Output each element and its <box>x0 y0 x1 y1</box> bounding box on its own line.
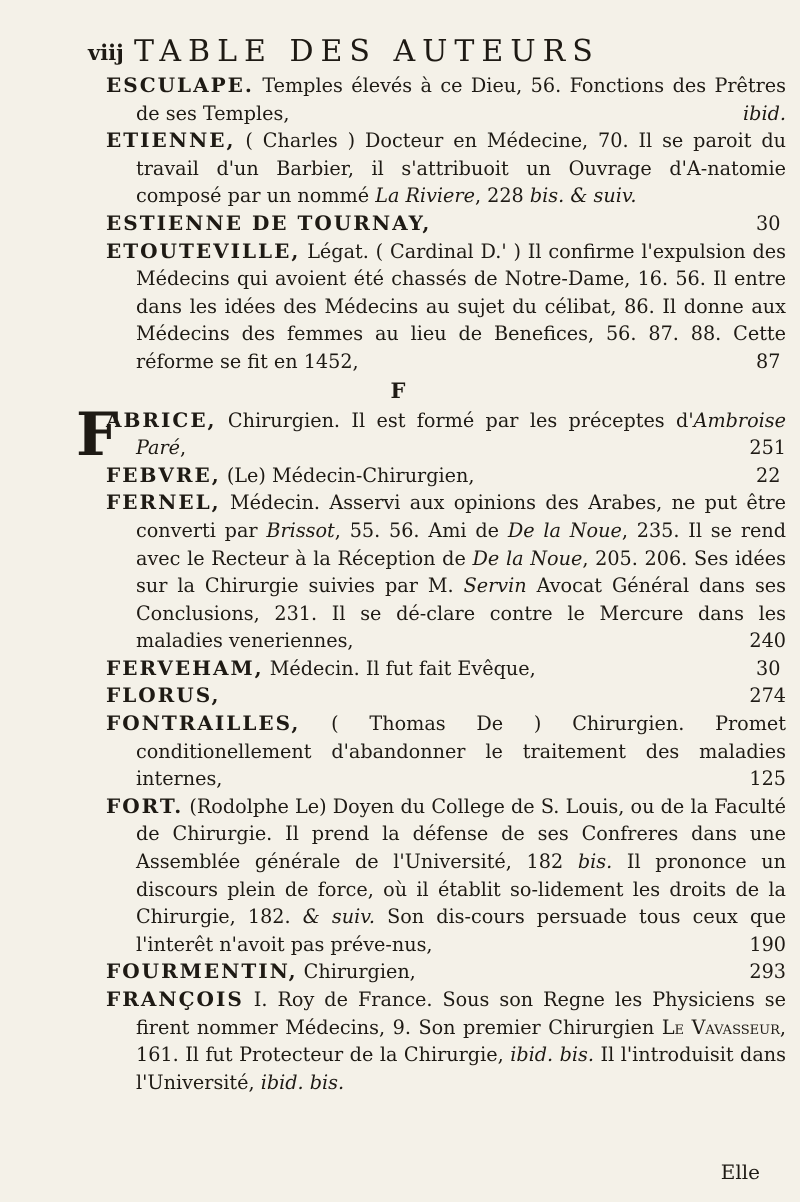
index-entry: ETOUTEVILLE, Légat. ( Cardinal D.' ) Il confirme l'expulsion des Médecins qui avoient été chassés de Notre-Dame, 16. 56. Il entre dans les idées des Médecins au sujet du célibat, 86. Il donne aux Médecins des femmes au lieu de Benefices, 56. 87. 88. Cette réforme se fit en 1452, 87 <box>106 238 786 373</box>
running-title: TABLE DES AUTEURS <box>134 34 600 69</box>
index-entry: FONTRAILLES, ( Thomas De ) Chirurgien. Promet conditionellement d'abandonner le traitement des maladies internes, 125 <box>106 711 786 791</box>
index-entry: FRANÇOIS I. Roy de France. Sous son Regne les Physiciens se firent nommer Médecins, 9. Son premier Chirurgien Le Vavasseur, 161. Il fut Protecteur de la Chirurgie, ibid. bis. Il l'introduisit dans l'Université, ibid. bis. <box>106 987 786 1094</box>
index-entry: F ABRICE, Chirurgien. Il est formé par les préceptes d'Ambroise Paré, 251 <box>76 399 786 470</box>
catchword: Elle <box>720 1160 760 1184</box>
index-entry: FOURMENTIN, Chirurgien, 293 <box>106 959 786 984</box>
drop-cap: F <box>76 399 119 470</box>
index-entry: FEBVRE, (Le) Médecin-Chirurgien, 22 <box>106 462 781 487</box>
index-entry: FLORUS, 274 <box>106 683 786 708</box>
page-number: viij <box>88 40 124 65</box>
letter-heading: F <box>390 377 406 403</box>
index-entry: FORT. (Rodolphe Le) Doyen du College de S. Louis, ou de la Faculté de Chirurgie. Il prend la défense de ses Confreres dans une Assemblée générale de l'Université, 182 bis. Il prononce un discours plein de force, où il établit so-lidement les droits de la Chirurgie, 182. & suiv. Son dis-cours persuade tous ceux que l'interêt n'avoit pas préve-nus, 190 <box>106 793 786 956</box>
index-entry: ESCULAPE. Temples élevés à ce Dieu, 56. Fonctions des Prêtres de ses Temples, ibid. <box>106 73 786 125</box>
index-entry: ETIENNE, ( Charles ) Docteur en Médecine, 70. Il se paroit du travail d'un Barbier, il s'attribuoit un Ouvrage d'A-natomie composé par un nommé La Riviere, 228 bis. & suiv. <box>106 128 786 208</box>
index-entry: FERNEL, Médecin. Asservi aux opinions des Arabes, ne put être converti par Brissot, 55. 56. Ami de De la Noue, 235. Il se rend avec le Recteur à la Réception de De la Noue, 205. 206. Ses idées sur la Chirurgie suivies par M. Servin Avocat Général dans ses Conclusions, 231. Il se dé-clare contre le Mercure dans les maladies veneriennes, 240 <box>106 490 787 653</box>
index-entries <box>76 72 787 1096</box>
index-entry: ESTIENNE DE TOURNAY, 30 <box>106 210 781 235</box>
page-header <box>88 34 760 74</box>
index-entry: FERVEHAM, Médecin. Il fut fait Evêque, 30 <box>106 655 781 680</box>
